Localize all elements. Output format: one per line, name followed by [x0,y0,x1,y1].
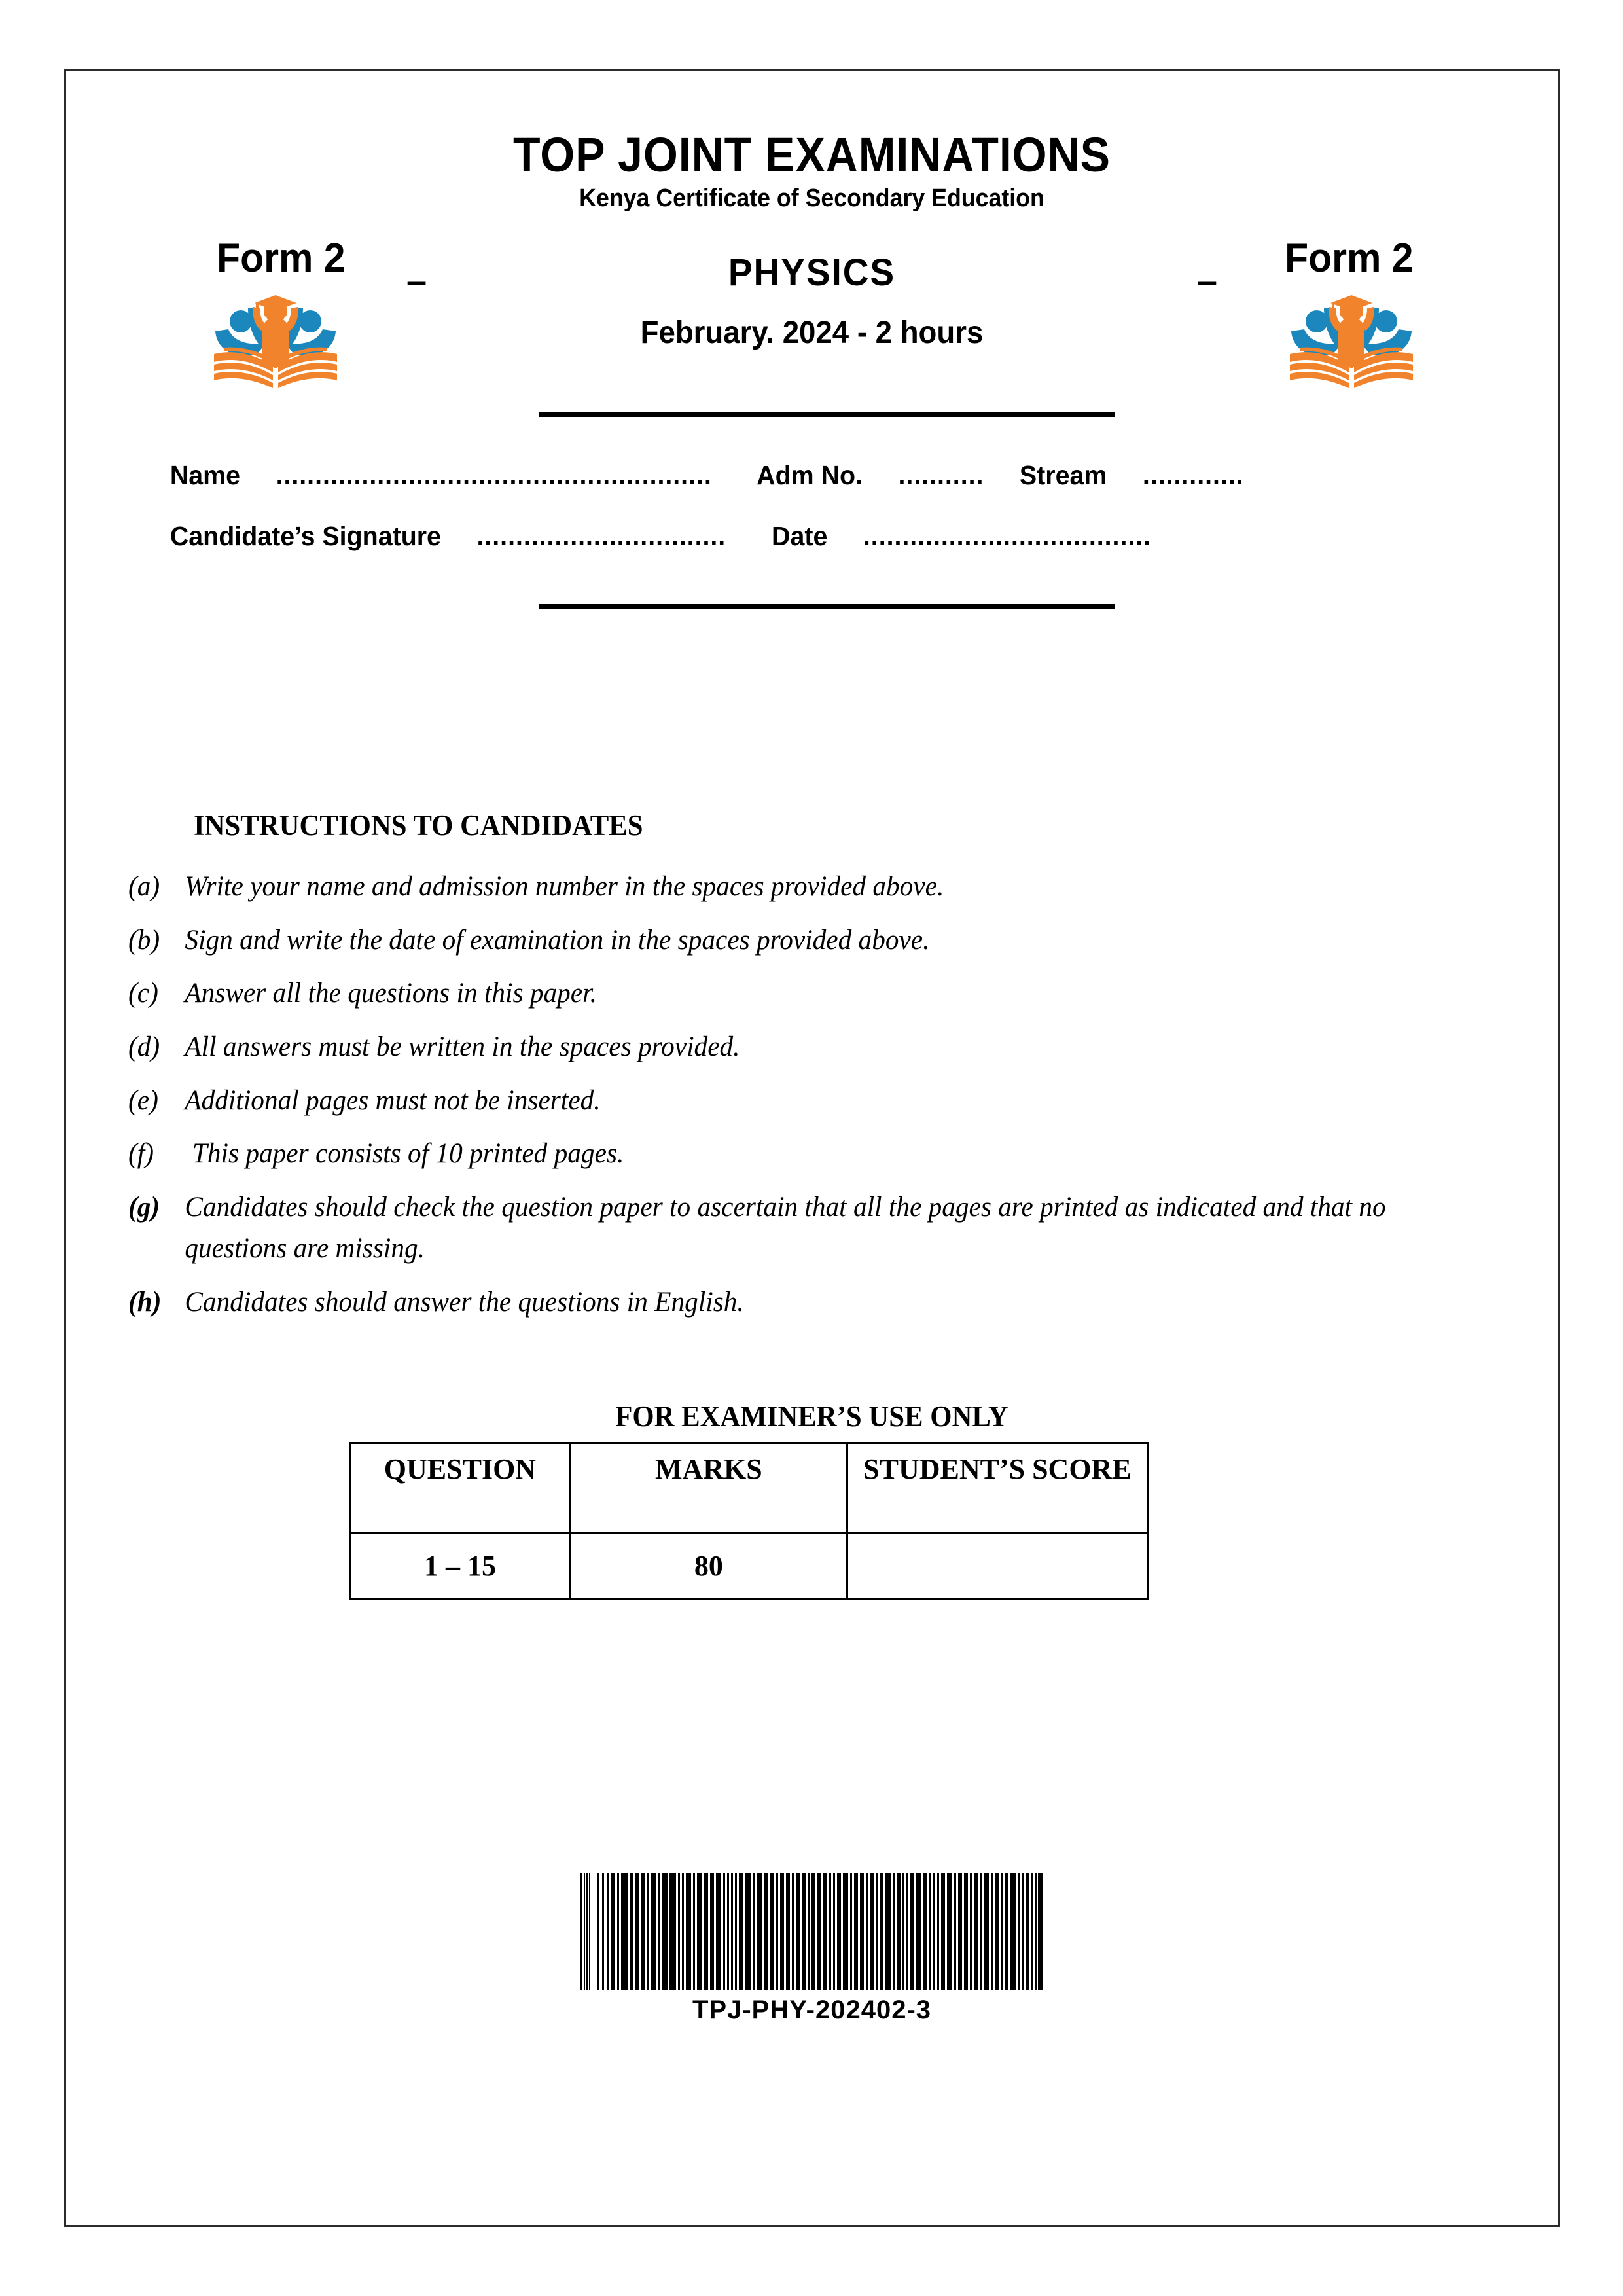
barcode-bar [621,1873,628,1990]
form-label-left: Form 2 [217,235,346,281]
barcode-bar [651,1873,656,1990]
barcode-block [66,1864,1558,2025]
barcode-bar [590,1873,597,1990]
instruction-item [128,1187,1448,1270]
instruction-marker: (d) [128,1031,160,1062]
instruction-marker: (c) [128,978,158,1009]
instruction-text: Candidates should check the question paper to ascertain that all the pages are printed as indicated and that no questions are missing. [185,1191,1386,1265]
date-input-dots[interactable]: ..................................... [863,521,1152,551]
barcode-bar [716,1873,721,1990]
barcode-bar [757,1873,762,1990]
instructions-list [128,866,1503,1335]
cell-marks-total: 80 [570,1533,847,1599]
barcode-bar [947,1873,952,1990]
dash-right: – [1196,259,1217,301]
instruction-item [128,1282,1448,1323]
barcode-bar [843,1873,848,1990]
stream-label: Stream [1019,460,1107,490]
header-divider-bottom [539,604,1115,609]
instruction-text: Additional pages must not be inserted. [185,1085,601,1116]
instruction-item [128,866,1448,908]
examiner-score-table [349,1442,1149,1600]
barcode-bar [669,1873,676,1990]
table-row [350,1533,1148,1599]
candidate-signature-line [96,521,1528,552]
name-input-dots[interactable]: ........................................................ [276,460,712,490]
adm-no-input-dots[interactable]: ........... [898,460,984,490]
exam-title: TOP JOINT EXAMINATIONS [513,128,1111,182]
instruction-marker: (f) [128,1138,154,1170]
adm-no-label: Adm No. [757,460,863,490]
page-border [64,69,1560,2227]
barcode-bar [662,1873,668,1990]
dash-left: – [406,259,427,301]
barcode-bar [885,1873,891,1990]
exam-date-duration: February. 2024 - 2 hours [640,315,984,350]
barcode-image [580,1873,1043,1990]
instruction-text: Answer all the questions in this paper. [185,978,597,1009]
column-header-student-score: STUDENT’S SCORE [847,1443,1147,1533]
examiner-table-title: FOR EXAMINER’S USE ONLY [615,1400,1008,1433]
instruction-item [128,920,1448,961]
instruction-marker: (g) [128,1191,160,1223]
barcode-bar [686,1873,691,1990]
stream-input-dots[interactable]: ............. [1142,460,1244,490]
barcode-bar [697,1873,702,1990]
barcode-label: TPJ-PHY-202402-3 [692,1996,932,2024]
examiner-table-head [350,1443,1148,1533]
instruction-item [128,1026,1448,1068]
barcode-bar [1038,1873,1043,1990]
instruction-marker: (b) [128,924,160,956]
column-header-question: QUESTION [350,1443,571,1533]
subject-name: PHYSICS [728,251,896,294]
name-label: Name [169,460,241,490]
cell-student-score-blank[interactable] [847,1533,1147,1599]
instruction-text: All answers must be written in the spaces provided. [185,1031,740,1062]
column-header-marks: MARKS [570,1443,847,1533]
form-label-right: Form 2 [1285,235,1414,281]
barcode-bar [984,1873,989,1990]
cell-question-range: 1 – 15 [350,1533,571,1599]
instruction-item [128,1133,1448,1175]
instruction-marker: (e) [128,1085,158,1116]
barcode-bar [916,1873,921,1990]
institution-logo-right [1286,277,1417,395]
table-header-row [350,1443,1148,1533]
instruction-item [128,973,1448,1014]
instruction-marker: (h) [128,1287,162,1318]
barcode-bar [1010,1873,1016,1990]
instruction-text: Write your name and admission number in the spaces provided above. [185,871,944,902]
candidate-identity-line [96,460,1528,491]
instructions-heading: INSTRUCTIONS TO CANDIDATES [194,809,643,842]
barcode-bar [745,1873,751,1990]
exam-header [66,71,1558,387]
header-divider-top [539,412,1115,417]
signature-label: Candidate’s Signature [169,521,441,551]
instruction-text: Sign and write the date of examination in the spaces provided above. [185,924,930,956]
date-label: Date [772,521,828,551]
instruction-marker: (a) [128,871,160,902]
instruction-item [128,1080,1448,1122]
instruction-text: This paper consists of 10 printed pages. [192,1138,624,1170]
signature-input-dots[interactable]: ................................ [476,521,726,551]
exam-subtitle: Kenya Certificate of Secondary Education [579,184,1044,212]
instruction-text: Candidates should answer the questions in English. [185,1287,744,1318]
subject-title-row [66,223,1558,387]
examiner-table-body [350,1533,1148,1599]
